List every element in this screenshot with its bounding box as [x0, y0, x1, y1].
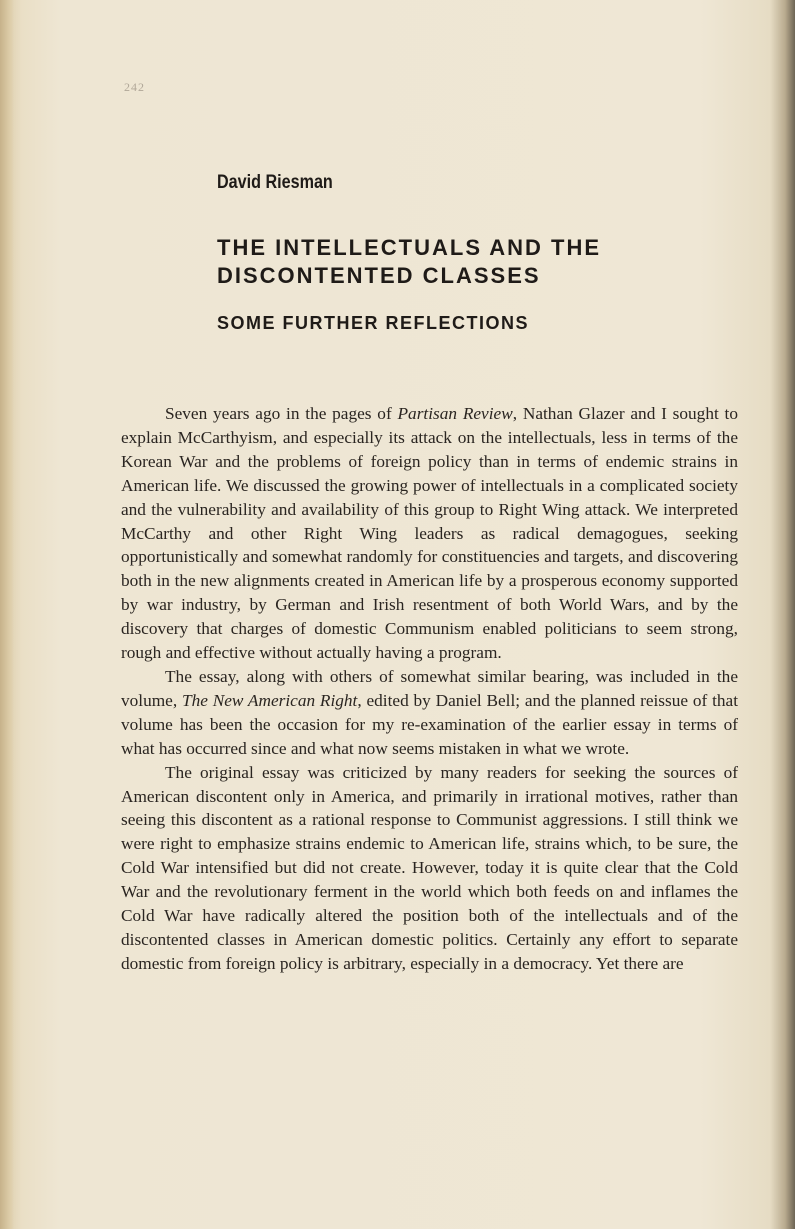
- paragraph-text: The original essay was criticized by many readers for seeking the sources of American discontent only in America, and primarily in irrational motives, rather than seeing this discontent as a rational response to Communist aggressions. I still think we were right to emphasize strains endemic to American life, strains which, to be sure, the Cold War intensified but did not create. However, today it is quite clear that the Cold War and the revolutionary ferment in the world which both feeds on and inflames the Cold War have radically altered the position both of the intellectuals and of the discontented classes in American domestic politics. Certainly any effort to separate domestic from foreign policy is arbitrary, especially in a democracy. Yet there are: [121, 762, 738, 973]
- body-paragraph: [121, 761, 738, 976]
- page-number: 242: [124, 80, 145, 94]
- italic-title-text: The New American Right: [181, 690, 358, 710]
- title-line-1: THE INTELLECTUALS AND THE: [217, 235, 602, 260]
- paragraph-text: , Nathan Glazer and I sought to explain McCarthyism, and especially its attack on the intellectuals, less in terms of the Korean War and the problems of foreign policy than in terms of endemic strains in American life. We discussed the growing power of intellectuals in a complicated society and the vulnerability and availability of this group to Right Wing attack. We interpreted McCarthy and other Right Wing leaders as radical demagogues, seeking opportunistically and somewhat randomly for constituencies and targets, and discovering both in the new alignments created in American life by a prosperous economy supported by war industry, by German and Irish resentment of both World Wars, and by the discovery that charges of domestic Communism enabled politicians to seem strong, rough and effective without actually having a program.: [121, 404, 739, 663]
- paragraph-text: , edited by Daniel Bell; and the planned reissue of that volume has been the occasion for my re-examination of the earlier essay in terms of what has occurred since and what now seems mistaken in what we wrote.: [121, 690, 738, 758]
- paragraph-text: The essay, along with others of somewhat similar bearing, was included in the volume,: [121, 666, 738, 710]
- article-body: [121, 402, 738, 976]
- author-name: David Riesman: [217, 172, 333, 193]
- paragraph-text: Seven years ago in the pages of: [165, 404, 398, 423]
- body-paragraph: [121, 402, 738, 665]
- italic-title-text: Partisan Review: [397, 404, 513, 423]
- body-paragraph: [121, 665, 738, 761]
- article-subtitle: SOME FURTHER REFLECTIONS: [217, 313, 530, 333]
- book-spine-shadow: [0, 0, 14, 1229]
- title-line-2: DISCONTENTED CLASSES: [217, 263, 541, 288]
- article-title: [217, 234, 601, 290]
